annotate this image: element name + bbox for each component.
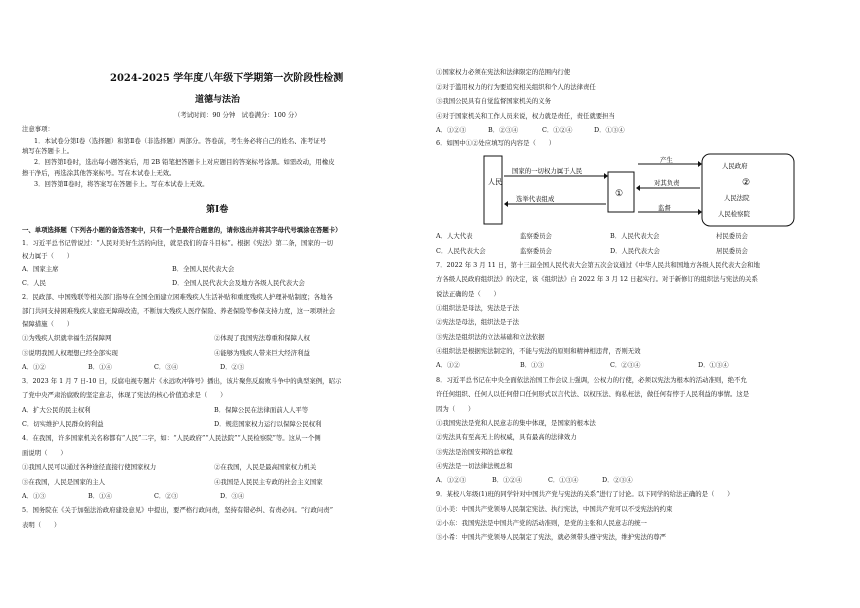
q1-line2: 权力属于（ ） — [22, 252, 74, 260]
q5-statement-3: ③我国公民具有自觉监督国家机关的义务 — [436, 97, 552, 105]
q1-option-c: C．人民 — [22, 279, 47, 287]
exam-info: （考试时间：90 分钟 试卷满分：100 分） — [174, 111, 301, 119]
q2-line3: 保障措施（ ） — [22, 320, 74, 328]
q3-option-c: C．切实维护人民群众的利益 — [22, 420, 104, 428]
q6-option-d1: D．人民代表大会 — [610, 247, 660, 255]
q4-statement-2: ②在我国，人民是最高国家权力机关 — [214, 463, 317, 471]
q4-option-d: D．③④ — [220, 492, 245, 500]
q7-statement-3: ③宪法是组织法的立法基础和立法依据 — [436, 333, 545, 341]
q6-diagram — [480, 152, 810, 228]
q8-statement-2: ②宪法具有至高无上的权威，具有最高的法律效力 — [436, 433, 577, 441]
q7-statement-4: ④组织法是根据宪法制定的，不能与宪法的原则和精神相违背，否则无效 — [436, 347, 641, 355]
note-3: 3．回答第Ⅱ卷时，将答案写在答题卡上。写在本试卷上无效。 — [34, 180, 209, 188]
diagram-produce-label: 产生 — [660, 156, 673, 164]
section-heading: 一、单项选择题（下列各小题的备选答案中，只有一个是最符合题意的，请你选出并将其字母代号填涂在答题卡） — [22, 226, 342, 234]
q4-option-c: C．②③ — [154, 492, 179, 500]
q5-line2: 表明（ ） — [22, 521, 61, 529]
q2-option-c: C．③④ — [154, 363, 179, 371]
note-2a: 2．回答第Ⅰ卷时，选出每小题答案后，用 2B 铅笔把答题卡上对应题目的答案标号涂黑。如需改动，用橡皮 — [34, 158, 335, 166]
diagram-top-arrow-label: 国家的一切权力属于人民 — [512, 167, 583, 175]
diagram-people: 人民 — [488, 178, 502, 186]
q4-line1: 4．在我国，许多国家机关名称都有“人民”二字，如：“人民政府”“人民法院”“人民检察院”等。这从一个侧 — [22, 434, 321, 442]
q8-statement-3: ③宪法是治国安邦的总章程 — [436, 448, 513, 456]
q8-line3: 因为（ ） — [436, 405, 475, 413]
q3-line1: 3．2023 年 1 月 7 日-10 日，反腐电视专题片《永远吹冲锋号》播出，该片聚焦反腐败斗争中的典型案例，昭示 — [22, 377, 342, 385]
q2-option-b: B．①④ — [88, 363, 112, 371]
q8-option-d: D．②③④ — [602, 476, 633, 484]
q6-line1: 6．如图中①②处应填写的内容是（ ） — [436, 139, 556, 147]
q3-option-d: D．规范国家权力运行以保障公民权利 — [214, 420, 322, 428]
q4-option-b: B．①④ — [88, 492, 112, 500]
volume-heading: 第Ⅰ卷 — [206, 205, 229, 215]
diagram-procuratorate: 人民检察院 — [718, 210, 750, 218]
q8-option-c: C．①③④ — [548, 476, 579, 484]
q8-line1: 8．习近平总书记在中央全面依法治国工作会议上强调，公权力的行使，必须以宪法为根本的活动准则，绝不允 — [436, 376, 747, 384]
q2-statement-4: ④能够为残疾人带来巨大经济利益 — [214, 349, 310, 357]
q7-line3: 说法正确的是（ ） — [436, 290, 500, 298]
q1-option-a: A．国家主席 — [22, 265, 59, 273]
q4-option-a: A．①③ — [22, 492, 46, 500]
q2-line1: 2．民政部、中国残联等相关部门指导在全国全面建立困难残疾人生活补贴和重度残疾人护理补贴制度；各地各 — [22, 293, 333, 301]
q4-line2: 面说明（ ） — [22, 449, 67, 457]
q4-statement-3: ③在我国，人民是国家的主人 — [22, 478, 106, 486]
q4-statement-4: ④我国是人民民主专政的社会主义国家 — [214, 478, 323, 486]
q6-option-a1: A．人大代表 — [436, 232, 473, 240]
q7-option-c: C．②③④ — [610, 361, 641, 369]
q8-statement-4: ④宪法是一切法律法规总和 — [436, 462, 513, 470]
q8-statement-1: ①我国宪法是党和人民意志的集中体现，是国家的根本法 — [436, 419, 596, 427]
q5-line1: 5．国务院在《关于加强法治政府建设意见》中提出，要严格行政问责，坚持有错必纠、有责必问。“行政问责” — [22, 506, 333, 514]
q5-option-d: D．①③④ — [594, 126, 625, 134]
q6-option-c1: C．人民代表大会 — [436, 247, 486, 255]
q6-option-b1: B．人民代表大会 — [610, 232, 660, 240]
q7-line2: 方各级人民政府组织法》的决定，该《组织法》自 2022 年 3 月 12 日起实行。对于新修订的组织法与宪法的关系 — [436, 275, 758, 283]
q1-option-b: B．全国人民代表大会 — [172, 265, 235, 273]
q2-statement-3: ③说明我国人权理想已经全部实现 — [22, 349, 118, 357]
q5-statement-1: ①国家权力必须在宪法和法律限定的范围内行使 — [436, 68, 571, 76]
diagram-blank-1: ① — [615, 189, 624, 199]
q2-statement-2: ②体现了我国宪法尊重和保障人权 — [214, 334, 310, 342]
q9-line1: 9．某校八年级(1)班的同学针对中国共产党与宪法的关系”进行了讨论。以下同学的给法正确的是（ ） — [436, 490, 734, 498]
notes-heading: 注意事项： — [22, 125, 54, 133]
q8-option-b: B．①②④ — [492, 476, 523, 484]
q7-option-b: B．①③ — [520, 361, 544, 369]
note-1b: 填写在答题卡上。 — [22, 147, 74, 155]
q9-statement-3: ③小希：中国共产党领导人民制定了宪法，就必须带头遵守宪法，维护宪法的尊严 — [436, 533, 667, 541]
diagram-responsible-label: 对其负责 — [654, 179, 680, 187]
diagram-government: 人民政府 — [722, 162, 748, 170]
q7-statement-1: ①组织法是母法，宪法是子法 — [436, 304, 520, 312]
q6-option-b2: 村民委员会 — [716, 232, 748, 240]
q1-line1: 1．习近平总书记曾说过：“人民对美好生活的向往，就是我们的奋斗目标”。根据《宪法》第二条，国家的一切 — [22, 239, 333, 247]
q5-option-b: B．②③④ — [488, 126, 519, 134]
q2-option-d: D．②③ — [220, 363, 245, 371]
diagram-blank-2: ② — [742, 178, 751, 188]
q5-option-c: C．①②④ — [542, 126, 573, 134]
q2-option-a: A．①② — [22, 363, 46, 371]
q9-statement-2: ②小东：我国宪法是中国共产党的活动准则，是党的主张和人民意志的统一 — [436, 519, 647, 527]
q3-line2: 了党中央严肃治腐败的坚定意志，体现了宪法的核心价值追求是（ ） — [22, 391, 227, 399]
q6-option-c2: 监察委员会 — [520, 247, 552, 255]
q3-option-a: A．扩大公民的民主权利 — [22, 406, 91, 414]
q7-option-d: D．①③④ — [698, 361, 729, 369]
q2-statement-1: ①为残疾人织就幸福生活保障网 — [22, 334, 112, 342]
q6-option-a2: 监察委员会 — [520, 232, 552, 240]
q4-statement-1: ①我国人民可以通过各种途径直接行使国家权力 — [22, 463, 157, 471]
note-1a: 1．本试卷分第Ⅰ卷（选择题）和第Ⅱ卷（非选择题）两部分。答卷前，考生务必将自己的姓名、准考证号 — [34, 137, 327, 145]
q3-option-b: B．保障公民在法律面前人人平等 — [214, 406, 309, 414]
subject-title: 道德与法治 — [195, 95, 241, 105]
q8-option-a: A．①②③ — [436, 476, 467, 484]
q5-statement-4: ④对于国家机关和工作人员来说，权力就是责任，责任就要担当 — [436, 112, 615, 120]
q5-option-a: A．①②③ — [436, 126, 467, 134]
q8-line2: 许任何组织、任何人以任何借口任何形式以言代法、以权压法、徇私枉法，做任何有悖于人民利益的事情。这是 — [436, 390, 750, 398]
q9-statement-1: ①小美：中国共产党领导人民制定宪法、执行宪法，中国共产党可以不受宪法的约束 — [436, 505, 673, 513]
diagram-bottom-arrow-label: 选举代表组成 — [516, 195, 555, 203]
q7-statement-2: ②宪法是母法，组织法是子法 — [436, 318, 520, 326]
q1-option-d: D．全国人民代表大会及地方各级人民代表大会 — [172, 279, 305, 287]
q2-line2: 部门共同支持困难残疾人家庭无障碍改造，不断加大残疾人医疗保险、养老保险等参保支持力度，这一项项社会 — [22, 307, 336, 315]
diagram-court: 人民法院 — [724, 194, 750, 202]
q5-statement-2: ②对于滥用权力的行为要追究相关组织和个人的法律责任 — [436, 83, 596, 91]
q7-line1: 7．2022 年 3 月 11 日，第十三届全国人民代表大会第五次会议通过《中华人民共和国地方各级人民代表大会和地 — [436, 261, 760, 269]
note-2b: 擦干净后，再选涂其他答案标号。写在本试卷上无效。 — [22, 169, 176, 177]
exam-title: 2024-2025 学年度八年级下学期第一次阶段性检测 — [110, 73, 344, 84]
q6-option-d2: 居民委员会 — [716, 247, 748, 255]
q7-option-a: A．①② — [436, 361, 460, 369]
diagram-supervise-label: 监督 — [658, 204, 671, 212]
